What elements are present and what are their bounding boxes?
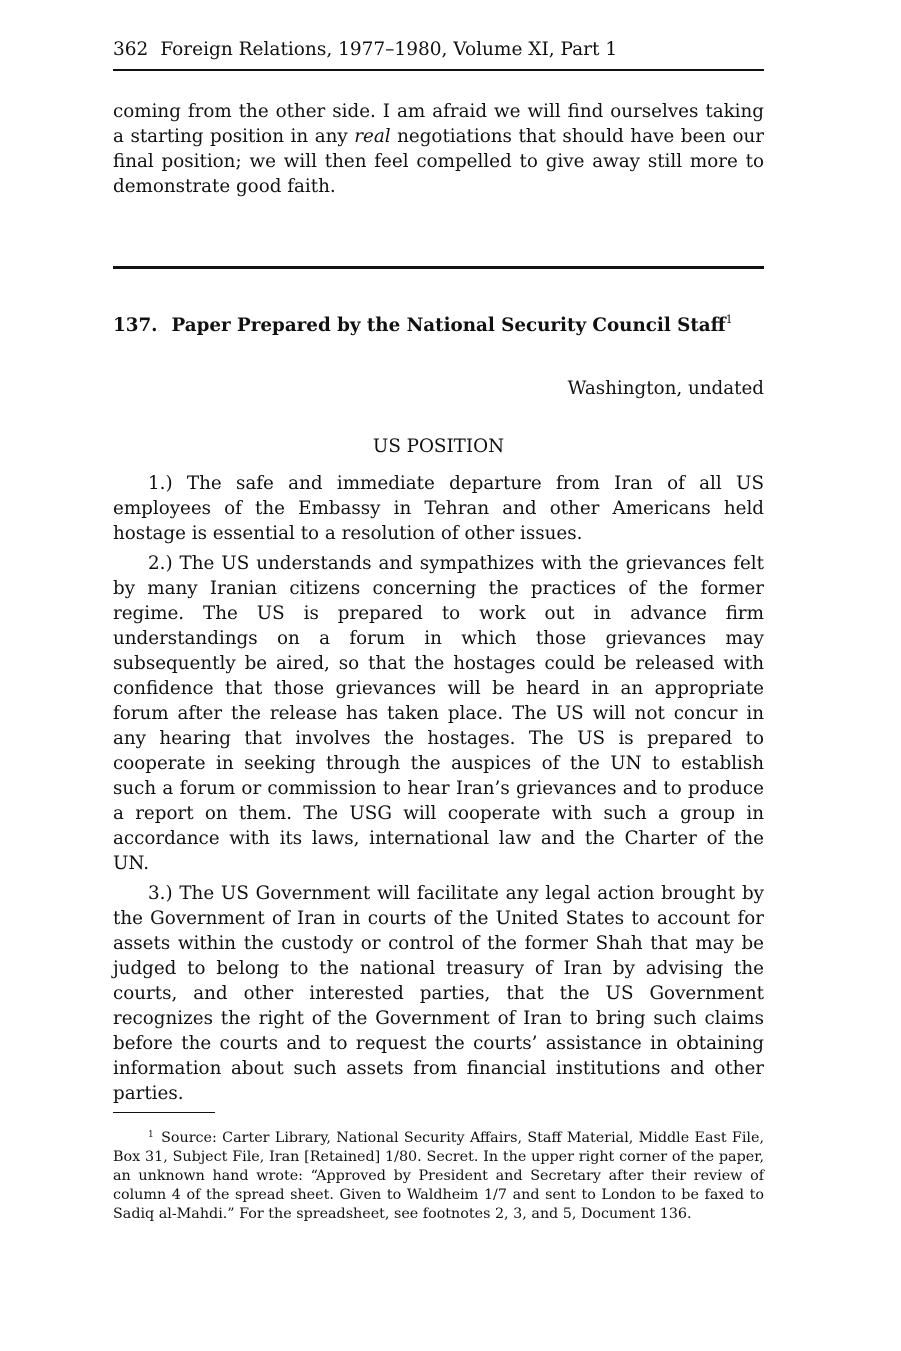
continuation-text-start: coming from the other side. I am afraid we will find ourselves taking a starting position in any bbox=[113, 101, 764, 147]
document-heading bbox=[113, 313, 764, 339]
section-title: US POSITION bbox=[372, 436, 505, 457]
footnote-rule bbox=[113, 1112, 215, 1113]
body-paragraph-2: 2.) The US understands and sympathizes with the grievances felt by many Iranian citizens concerning the practices of the former regime. The US is prepared to work out in advance firm understandings on a forum in which those grievances may subsequently be aired, so that the hostages could be released with confidence that those grievances will be heard in an appropriate forum after the release has taken place. The US will not concur in any hearing that involves the hostages. The US is prepared to cooperate in seeking through the auspices of the UN to establish such a forum or commission to hear Iran’s grievances and to produce a report on them. The USG will cooperate with such a group in accordance with its laws, international law and the Charter of the UN. bbox=[113, 553, 764, 874]
document-separator-rule bbox=[113, 266, 764, 269]
volume-title: Foreign Relations, 1977–1980, Volume XI, Part 1 bbox=[160, 39, 618, 60]
running-head bbox=[113, 38, 764, 62]
dateline: Washington, undated bbox=[567, 378, 764, 399]
continuation-text-end: negotiations that should have been our final position; we will then feel compelled to give away still more to demonstrate good faith. bbox=[113, 126, 764, 197]
body-paragraph-3: 3.) The US Government will facilitate any legal action brought by the Government of Iran in courts of the United States to account for assets within the custody or control of the former Shah that may be judged to belong to the national treasury of Iran by advising the courts, and other interested parties, that the US Government recognizes the right of the Government of Iran to bring such claims before the courts and to request the courts’ assistance in obtaining information about such assets from financial institutions and other parties. bbox=[113, 883, 764, 1104]
continuation-italic-word: real bbox=[354, 126, 391, 147]
continuation-paragraph bbox=[113, 99, 764, 199]
footnote bbox=[113, 1129, 764, 1224]
header-rule bbox=[113, 69, 764, 71]
document-title: Paper Prepared by the National Security Council Staff bbox=[171, 315, 726, 336]
document-footnote-ref[interactable]: 1 bbox=[725, 313, 733, 326]
document-body bbox=[113, 471, 764, 1111]
page-number: 362 bbox=[113, 39, 149, 60]
footnote-marker: 1 bbox=[148, 1130, 154, 1140]
body-paragraph-1: 1.) The safe and immediate departure from Iran of all US employees of the Embassy in Tehran and other Americans held hostage is essential to a resolution of other issues. bbox=[113, 473, 764, 544]
document-number: 137. bbox=[113, 315, 158, 336]
footnote-text: Source: Carter Library, National Security Affairs, Staff Material, Middle East File, Box 31, Subject File, Iran [Retained] 1/80. Secret. In the upper right corner of the paper, an unknown hand wrote: “Approved by President and Secretary after their review of column 4 of the spread sheet. Given to Waldheim 1/7 and sent to London to be faxed to Sadiq al-Mahdi.” For the spreadsheet, see footnotes 2, 3, and 5, Document 136. bbox=[113, 1130, 764, 1222]
